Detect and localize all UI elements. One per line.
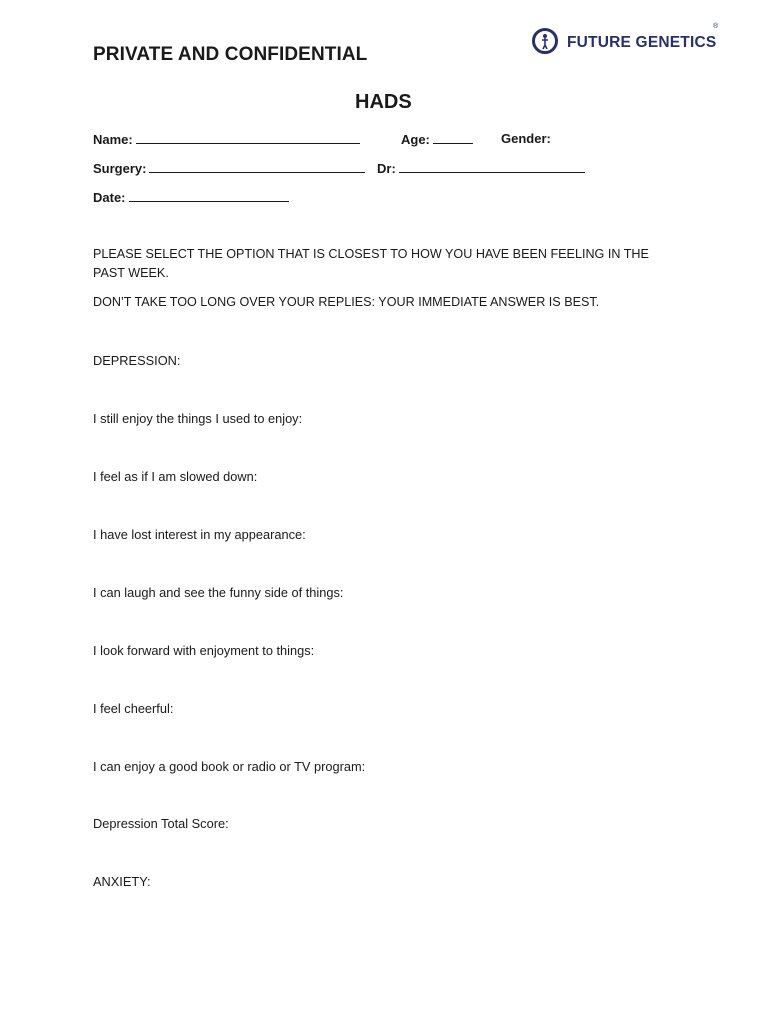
date-line[interactable] [129,189,289,202]
surgery-label: Surgery: [93,161,147,176]
question-5: I look forward with enjoyment to things: [93,643,315,658]
question-6: I feel cheerful: [93,701,174,716]
dr-field[interactable] [377,160,585,176]
person-icon [532,28,558,54]
name-line[interactable] [136,131,360,144]
age-label: Age: [401,132,430,147]
question-7: I can enjoy a good book or radio or TV program: [93,759,366,774]
name-field[interactable] [93,131,360,147]
age-line[interactable] [433,131,473,144]
name-label: Name: [93,132,133,147]
surgery-field[interactable] [93,160,365,176]
surgery-line[interactable] [149,160,365,173]
question-3: I have lost interest in my appearance: [93,527,306,542]
registered-mark: ® [713,23,719,30]
gender-field[interactable] [501,131,551,146]
question-2: I feel as if I am slowed down: [93,469,258,484]
gender-label: Gender: [501,131,551,146]
age-field[interactable] [401,131,473,147]
date-field[interactable] [93,189,289,205]
question-4: I can laugh and see the funny side of things: [93,585,344,600]
instruction-2: DON’T TAKE TOO LONG OVER YOUR REPLIES: YOUR IMMEDIATE ANSWER IS BEST. [93,295,600,309]
anxiety-heading: ANXIETY: [93,874,151,889]
dr-label: Dr: [377,161,396,176]
instruction-1: PLEASE SELECT THE OPTION THAT IS CLOSEST TO HOW YOU HAVE BEEN FEELING IN THE PAST WEEK. [93,247,649,280]
question-1: I still enjoy the things I used to enjoy: [93,411,303,426]
future-genetics-logo [530,22,725,64]
depression-heading: DEPRESSION: [93,353,181,368]
confidential-heading: PRIVATE AND CONFIDENTIAL [93,44,368,65]
dr-line[interactable] [399,160,585,173]
depression-total: Depression Total Score: [93,816,229,831]
form-title: HADS [355,91,412,113]
date-label: Date: [93,190,126,205]
logo-text: FUTURE GENETICS [567,34,717,51]
